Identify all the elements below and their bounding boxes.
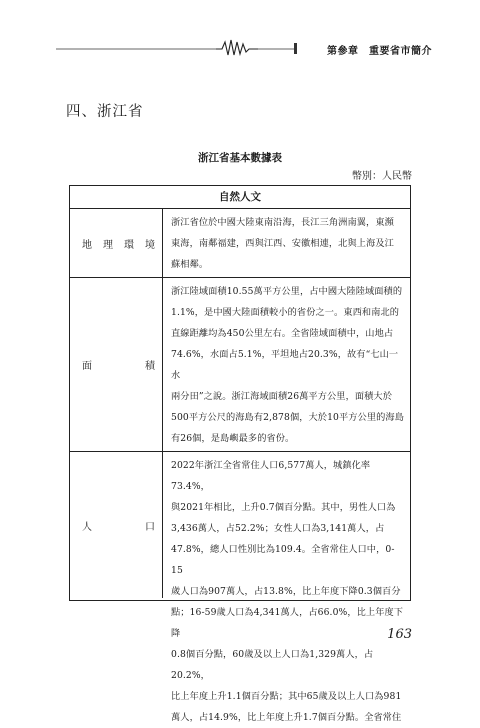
table-row: [70, 209, 410, 278]
section-title: 四、浙江省: [66, 104, 144, 120]
row-content: 浙江陸域面積10.55萬平方公里，占中國大陸陸域面積的 1.1%，是中國大陸面積較小的省份之一。東西和南北的 直線距離均為450公里左右。全省陸域面積中，山地占 74.6%，水面占5.1%，平坦地占20.3%，故有“七山一水 兩分田”之說。浙江海域面積26萬平方公里，面積大於 500平方公尺的海島有2,878個，大於10平方公里的海島 有26個，是島嶼最多的省份。: [171, 286, 404, 444]
row-label: 人口: [70, 452, 163, 598]
row-content: 2022年浙江全省常住人口6,577萬人，城鎮化率73.4%， 與2021年相比，上升0.7個百分點。其中，男性人口為 3,436萬人，占52.2%；女性人口為3,141萬人，占 47.8%，總人口性別比為109.4。全省常住人口中，0-15 歲人口為907萬人，占13.8%，比上年度下降0.3個百分 點；16-59歲人口為4,341萬人，占66.0%，比上年度下降 0.8個百分點，60歲及以上人口為1,329萬人，占20.2%， 比上年度上升1.1個百分點；其中65歲及以上人口為981 萬人，占14.9%，比上年度上升1.7個百分點。全省常住: [171, 460, 404, 723]
table-row: [70, 278, 410, 452]
row-content: 浙江省位於中國大陸東南沿海，長江三角洲南翼，東瀕 東海，南鄰福建，西與江西、安徽相連，北與上海及江 蘇相鄰。: [171, 217, 394, 270]
page-number: 163: [387, 627, 412, 642]
table-title: 浙江省基本數據表: [198, 152, 282, 164]
chapter-label: 第參章 重要省市簡介: [327, 46, 432, 57]
row-label: 地理環境: [70, 209, 163, 277]
category-header: 自然人文: [70, 186, 410, 209]
currency-note: 幣別：人民幣: [352, 171, 412, 182]
row-label: 面積: [70, 278, 163, 451]
page-header: [56, 38, 432, 58]
